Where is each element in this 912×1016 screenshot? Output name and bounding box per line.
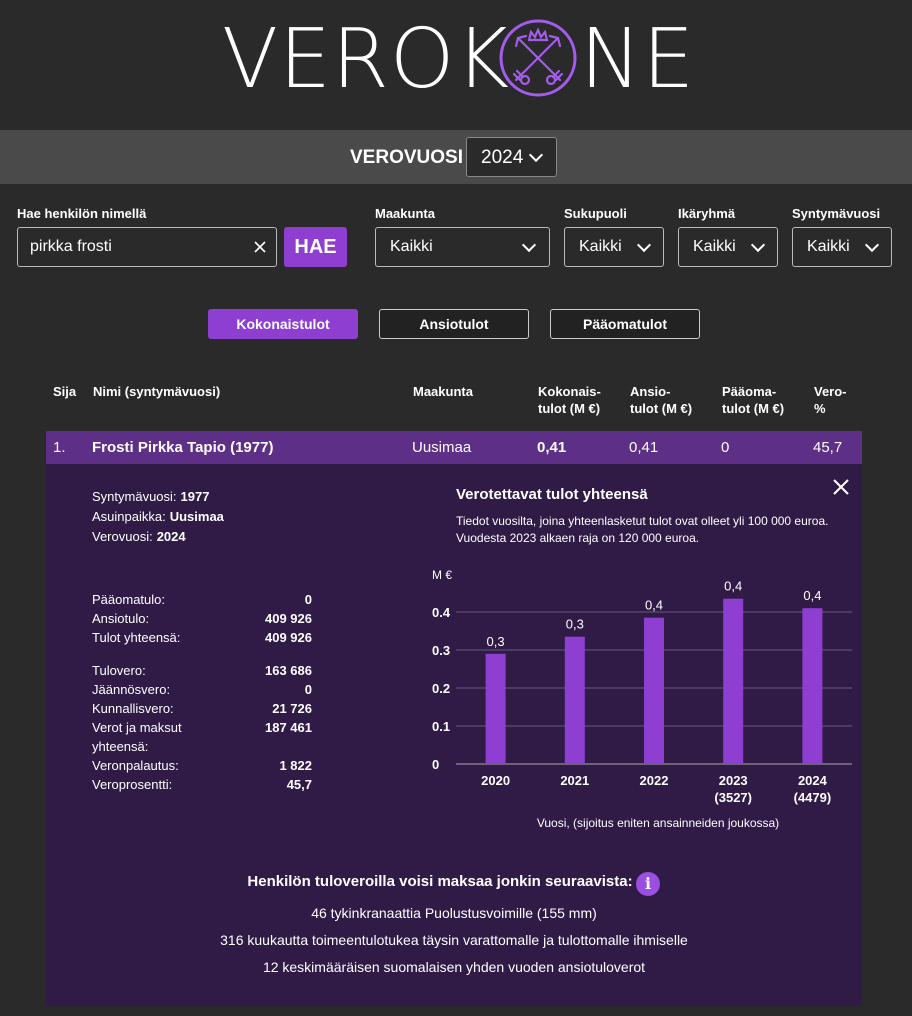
chevron-down-icon: [522, 238, 536, 252]
region-value: Kaikki: [390, 238, 433, 255]
x-tick-label: 2024: [797, 773, 827, 788]
data-label: 0,3: [486, 633, 505, 649]
y-tick-label: 0.4: [432, 605, 451, 620]
birthyear-value: Kaikki: [807, 238, 850, 255]
finance-value: 1 822: [279, 758, 312, 773]
finance-row: [92, 628, 312, 647]
header-earned-line2: tulot (M €): [630, 401, 693, 416]
table-row[interactable]: [46, 431, 862, 464]
info-year-label: Verovuosi:: [92, 529, 153, 544]
tab-total-income[interactable]: Kokonaistulot: [208, 309, 358, 339]
chevron-down-icon: [529, 148, 543, 162]
birthyear-select[interactable]: [792, 227, 892, 267]
finance-row: [92, 590, 312, 609]
finance-row: [92, 661, 312, 680]
gender-value: Kaikki: [579, 238, 622, 255]
logo-text-right: NE: [580, 12, 696, 107]
finance-row: [92, 756, 312, 775]
finance-row: [92, 680, 312, 699]
clear-icon[interactable]: [252, 238, 268, 256]
finance-value: 0: [304, 592, 312, 607]
finance-label: Kunnallisvero:: [92, 701, 174, 716]
info-home: [92, 509, 224, 524]
equivalent-item: 12 keskimääräisen suomalaisen yhden vuoden ansiotuloverot: [262, 959, 646, 975]
info-home-value: Uusimaa: [169, 509, 224, 524]
finance-label: Ansiotulo:: [92, 611, 150, 626]
year-label: VEROVUOSI: [350, 147, 463, 168]
header-capital-line2: tulot (M €): [722, 401, 785, 416]
info-birth-value: 1977: [180, 489, 210, 504]
row-tax: 45,7: [813, 439, 843, 456]
finance-row: [92, 775, 312, 794]
finance-value: 45,7: [286, 777, 312, 792]
logo-text-left: VEROK: [222, 12, 511, 107]
tab-earned-income[interactable]: Ansiotulot: [379, 309, 529, 339]
row-rank: 1.: [53, 439, 66, 456]
data-label: 0,3: [565, 616, 584, 632]
chart-subtitle-line1: Tiedot vuosilta, joina yhteenlasketut tulot ovat olleet yli 100 000 euroa.: [456, 514, 829, 528]
finance-value: 409 926: [265, 611, 312, 626]
x-tick-label: 2023: [718, 773, 748, 788]
data-label: 0,4: [724, 578, 743, 594]
equivalent-item: 46 tykinkranaattia Puolustusvoimille (155 mm): [311, 905, 597, 921]
info-birth-label: Syntymävuosi:: [92, 489, 177, 504]
info-birth: [92, 489, 209, 504]
detail-panel: [46, 464, 862, 1006]
equivalents-title-text: Henkilön tuloveroilla voisi maksaa jonkin seuraavista:: [247, 873, 633, 890]
info-home-label: Asuinpaikka:: [92, 509, 166, 524]
equivalent-item: 316 kuukautta toimeentulotukea täysin varattomalle ja tulottomalle ihmiselle: [220, 932, 688, 948]
bar: [644, 618, 664, 764]
age-value: Kaikki: [693, 238, 736, 255]
search-input[interactable]: [17, 227, 277, 267]
finance-value: 163 686: [265, 663, 312, 678]
chevron-down-icon: [637, 238, 651, 252]
row-region: Uusimaa: [412, 439, 472, 456]
region-select[interactable]: [375, 227, 550, 267]
x-axis-label: Vuosi, (sijoitus eniten ansainneiden joukossa): [536, 816, 780, 830]
finance-value: 21 726: [272, 701, 312, 716]
row-capital: 0: [721, 439, 730, 456]
logo: [0, 0, 912, 130]
close-icon[interactable]: [830, 476, 852, 498]
finance-value: 187 461: [265, 720, 312, 735]
y-tick-label: 0.2: [432, 681, 451, 696]
header-region: Maakunta: [413, 384, 473, 399]
income-bar-chart: [416, 564, 856, 834]
chart-subtitle: [456, 513, 856, 547]
bar: [565, 637, 585, 764]
birthyear-label: Syntymävuosi: [792, 206, 881, 221]
age-select[interactable]: [678, 227, 778, 267]
finance-value: 0: [304, 682, 312, 697]
finance-label-line2: yhteensä:: [92, 739, 149, 754]
info-year-value: 2024: [156, 529, 186, 544]
finance-label: Jäännösvero:: [92, 682, 171, 697]
finance-row: [92, 699, 312, 718]
finance-row: [92, 718, 312, 756]
finance-value: 409 926: [265, 630, 312, 645]
finance-label: Pääomatulo:: [92, 592, 165, 607]
row-name: Frosti Pirkka Tapio (1977): [92, 439, 274, 456]
header-earned-line1: Ansio-: [630, 384, 671, 399]
header-total-line2: tulot (M €): [538, 401, 601, 416]
x-tick-sublabel: (3527): [714, 790, 752, 805]
chart-title: Verotettavat tulot yhteensä: [456, 486, 648, 503]
gender-label: Sukupuoli: [564, 206, 627, 221]
header-total[interactable]: [538, 383, 601, 417]
y-tick-label: 0.3: [432, 643, 451, 658]
x-tick-sublabel: (4479): [793, 790, 832, 805]
y-axis-unit-label: M €: [432, 568, 453, 582]
header-tax-line1: Vero-: [814, 384, 847, 399]
bar: [486, 654, 506, 764]
tab-capital-income[interactable]: Pääomatulot: [550, 309, 700, 339]
info-icon[interactable]: i: [636, 872, 660, 896]
header-capital-line1: Pääoma-: [722, 384, 777, 399]
info-year: [92, 529, 186, 544]
chevron-down-icon: [751, 238, 765, 252]
year-select[interactable]: [466, 137, 557, 177]
data-label: 0,4: [644, 597, 664, 613]
year-band: [0, 130, 912, 184]
year-value: 2024: [481, 147, 524, 168]
bar: [802, 608, 822, 764]
header-earned[interactable]: [630, 383, 692, 417]
finance-label: Veronpalautus:: [92, 758, 179, 773]
x-tick-label: 2021: [560, 773, 590, 788]
gender-select[interactable]: [564, 227, 664, 267]
header-capital[interactable]: [722, 383, 784, 417]
equivalents-title: [46, 873, 862, 890]
x-tick-label: 2022: [639, 773, 669, 788]
row-earned: 0,41: [629, 439, 659, 456]
bar: [723, 599, 743, 764]
region-label: Maakunta: [375, 206, 435, 221]
header-tax[interactable]: [814, 383, 847, 417]
crown-arrows-emblem-icon: [498, 18, 578, 98]
header-total-line1: Kokonais-: [538, 384, 601, 399]
row-total: 0,41: [537, 439, 567, 456]
data-label: 0,4: [803, 588, 822, 604]
search-label: Hae henkilön nimellä: [17, 206, 147, 221]
finance-row: [92, 609, 312, 628]
y-tick-label: 0: [432, 757, 440, 772]
finance-label: Veroprosentti:: [92, 777, 173, 792]
finance-label: Tulovero:: [92, 663, 146, 678]
header-tax-line2: %: [814, 401, 826, 416]
finance-label: Verot ja maksut: [92, 720, 182, 735]
age-label: Ikäryhmä: [678, 206, 736, 221]
x-tick-label: 2020: [481, 773, 511, 788]
header-rank: Sija: [53, 384, 77, 399]
search-button[interactable]: HAE: [284, 227, 347, 267]
header-name: Nimi (syntymävuosi): [93, 384, 221, 399]
chevron-down-icon: [865, 238, 879, 252]
finance-label: Tulot yhteensä:: [92, 630, 181, 645]
y-tick-label: 0.1: [432, 719, 451, 734]
chart-subtitle-line2: Vuodesta 2023 alkaen raja on 120 000 euroa.: [456, 531, 700, 545]
